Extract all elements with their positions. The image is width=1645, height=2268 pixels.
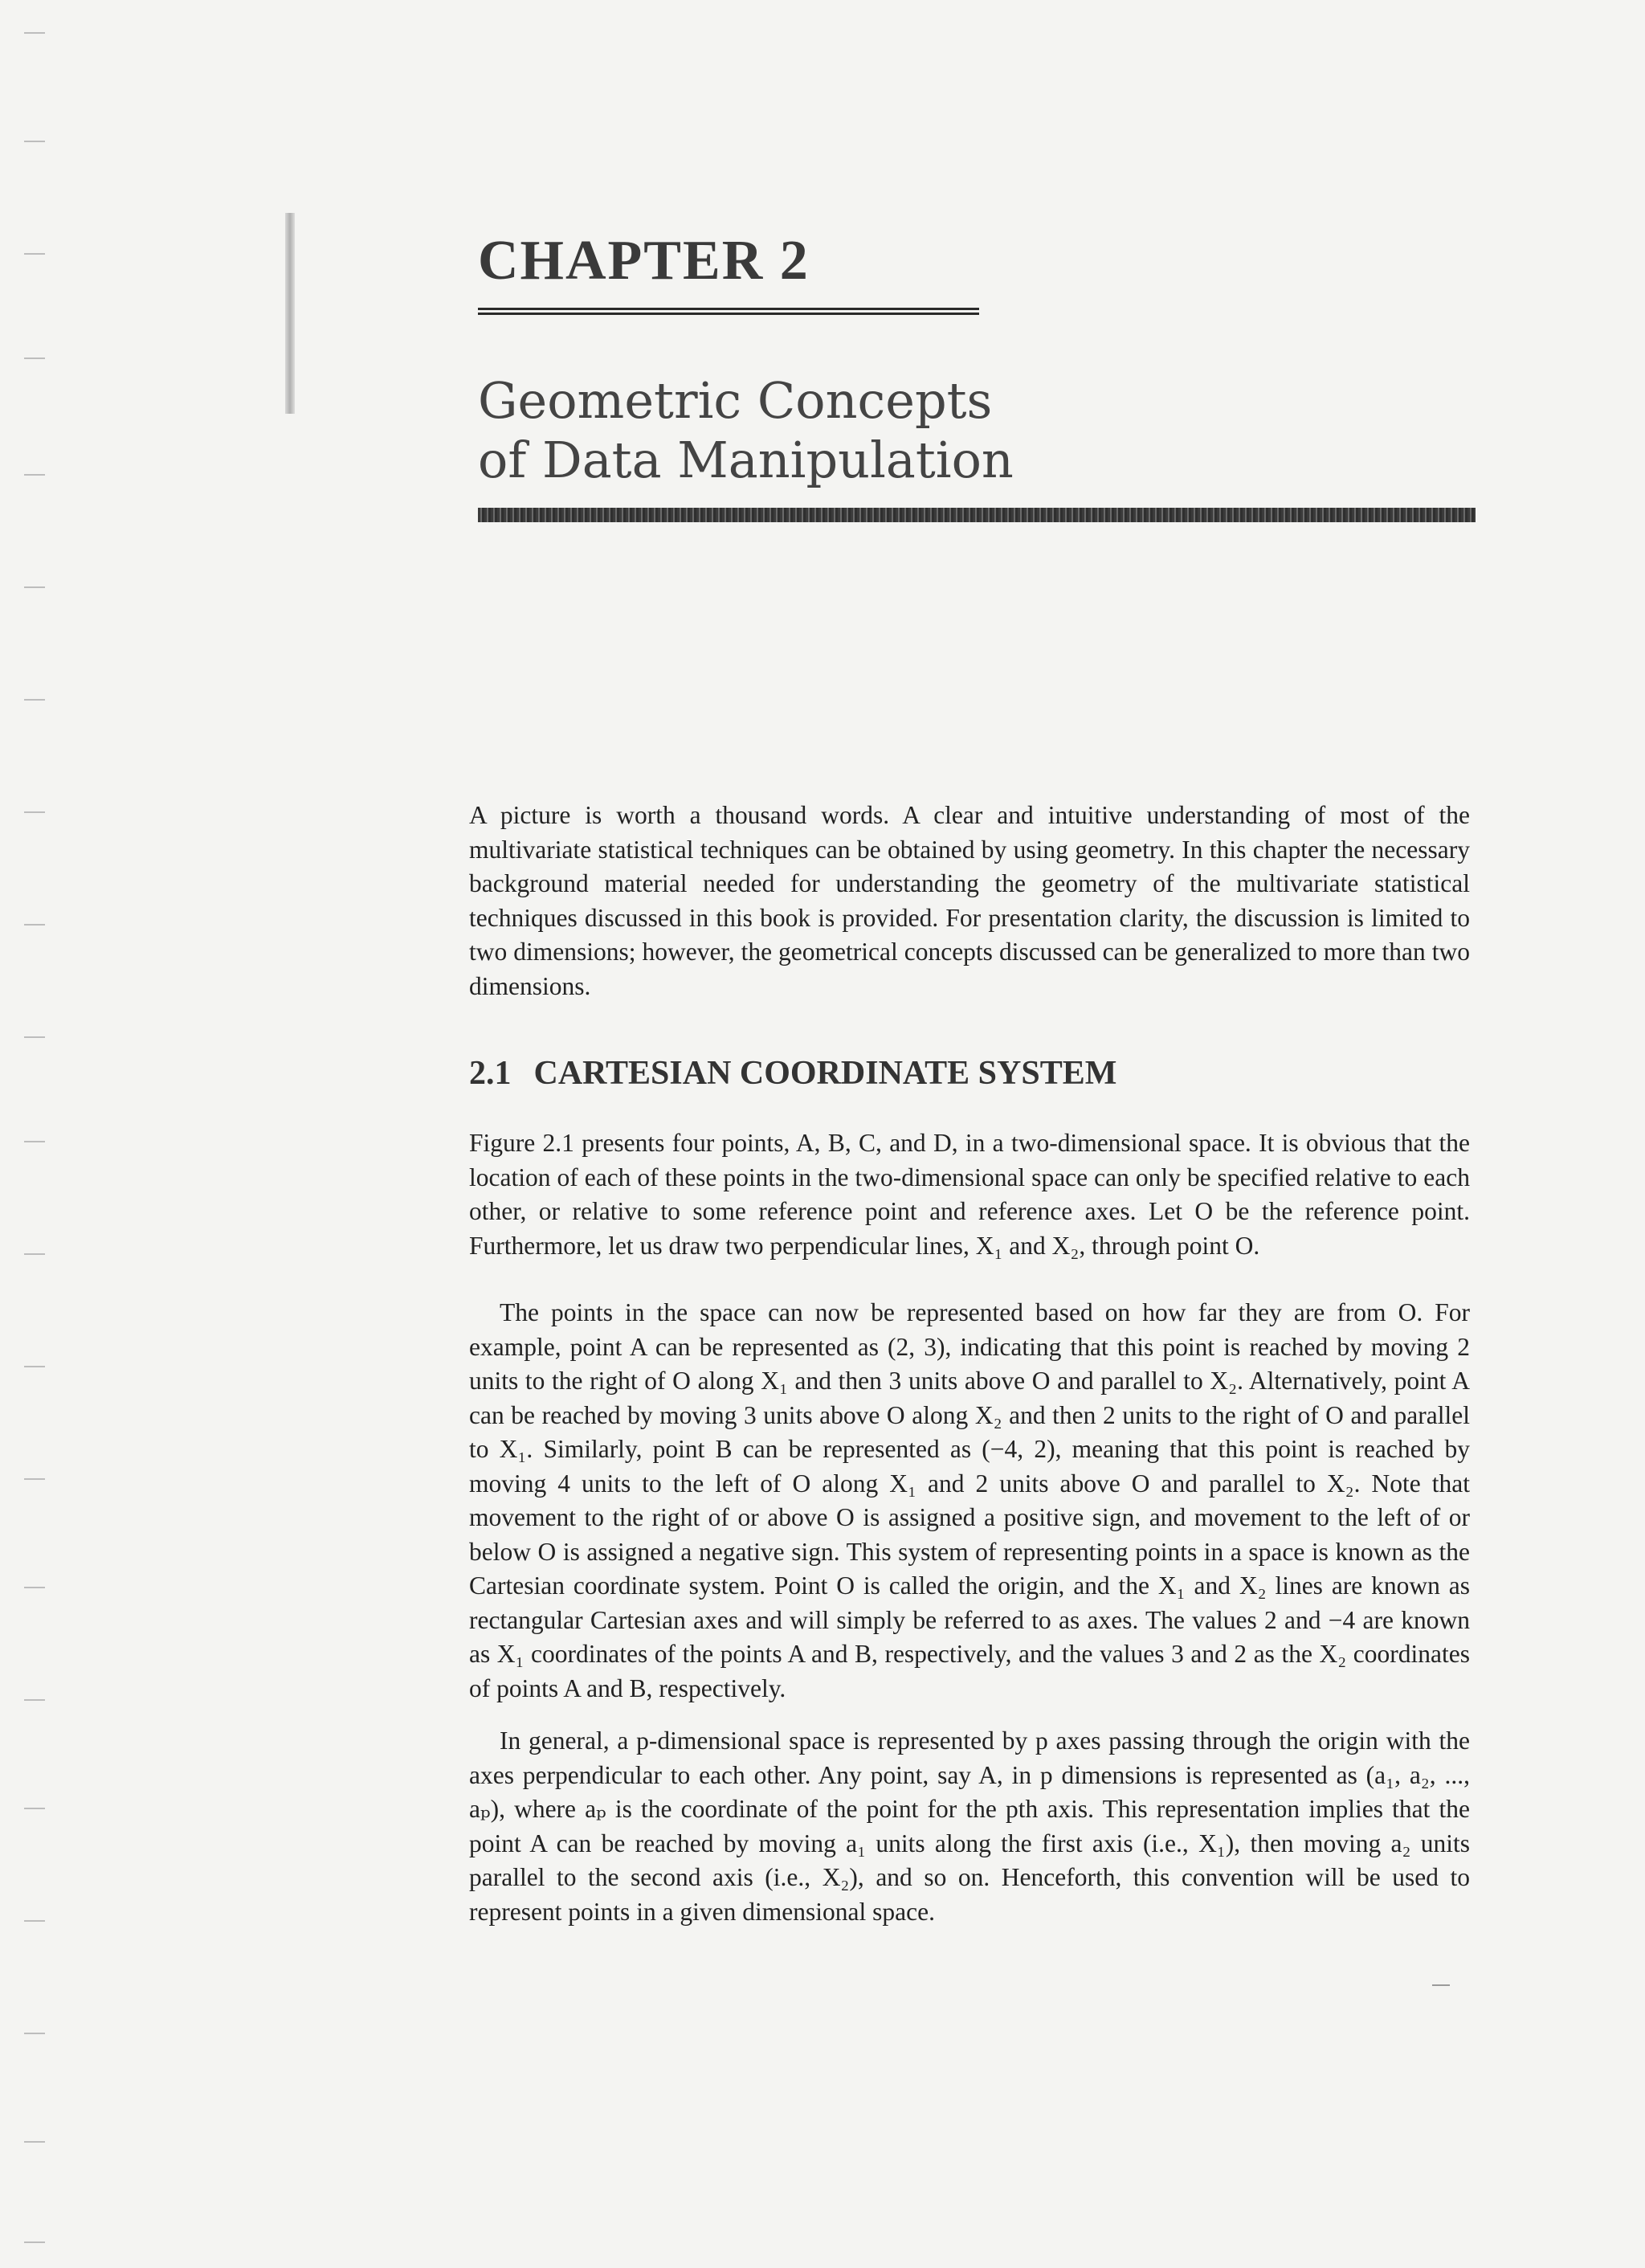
paragraph: Figure 2.1 presents four points, A, B, C, and D, in a two-dimensional space. It is obvious that the location of each of these points in the two-dimensional space can only be specified relative to each other, or relative to some reference point and reference axes. Let O be the reference point. Furthermore, let us draw two perpendicular lines, X₁ and X₂, through point O. <box>469 1129 1470 1260</box>
section-title: CARTESIAN COORDINATE SYSTEM <box>533 1055 1117 1092</box>
intro-paragraph: A picture is worth a thousand words. A clear and intuitive understanding of most of the multivariate statistical techniques can be obtained by using geometry. In this chapter the necessary background material needed for understanding the geometry of the multivariate statistical techniques discussed in this book is provided. For presentation clarity, the discussion is limited to two dimensions; however, the geometrical concepts discussed can be generalized to more than two dimensions. <box>469 801 1470 1000</box>
chapter-label: CHAPTER 2 <box>478 230 810 292</box>
title-bar <box>478 508 1476 522</box>
binding-shadow <box>285 213 295 414</box>
section-heading <box>469 1054 1116 1093</box>
chapter-title-line-2: of Data Manipulation <box>478 431 1014 489</box>
chapter-title-line-1: Geometric Concepts <box>478 371 993 430</box>
chapter-rule <box>478 308 979 315</box>
paragraph: The points in the space can now be represented based on how far they are from O. For example, point A can be represented as (2, 3), indicating that this point is reached by moving 2 units to the right of O along X₁ and then 3 units above O and parallel to X₂. Alternatively, point A can be reached by moving 3 units above O along X₂ and then 2 units to the right of O and parallel to X₁. Similarly, point B can be represented as (−4, 2), meaning that this point is reached by moving 4 units to the left of O along X₁ and 2 units above O and parallel to X₂. Note that movement to the right of or above O is assigned a positive sign, and movement to the left of or below O is assigned a negative sign. This system of representing points in a space is known as the Cartesian coordinate system. Point O is called the origin, and the X₁ and X₂ lines are known as rectangular Cartesian axes and will simply be referred to as axes. The values 2 and −4 are known as X₁ coordinates of the points A and B, respectively, and the values 3 and 2 as the X₂ coordinates of points A and B, respectively. <box>469 1298 1470 1702</box>
page-mark <box>1432 1984 1450 1986</box>
scan-margin-marks <box>24 0 48 2268</box>
section-number: 2.1 <box>469 1055 512 1092</box>
paragraph: In general, a p-dimensional space is represented by p axes passing through the origin with the axes perpendicular to each other. Any point, say A, in p dimensions is represented as (a₁, a₂, ..., aₚ), where aₚ is the coordinate of the point for the pth axis. This representation implies that the point A can be reached by moving a₁ units along the first axis (i.e., X₁), then moving a₂ units parallel to the second axis (i.e., X₂), and so on. Henceforth, this convention will be used to represent points in a given dimensional space. <box>469 1727 1470 1926</box>
chapter-title <box>478 371 1014 490</box>
